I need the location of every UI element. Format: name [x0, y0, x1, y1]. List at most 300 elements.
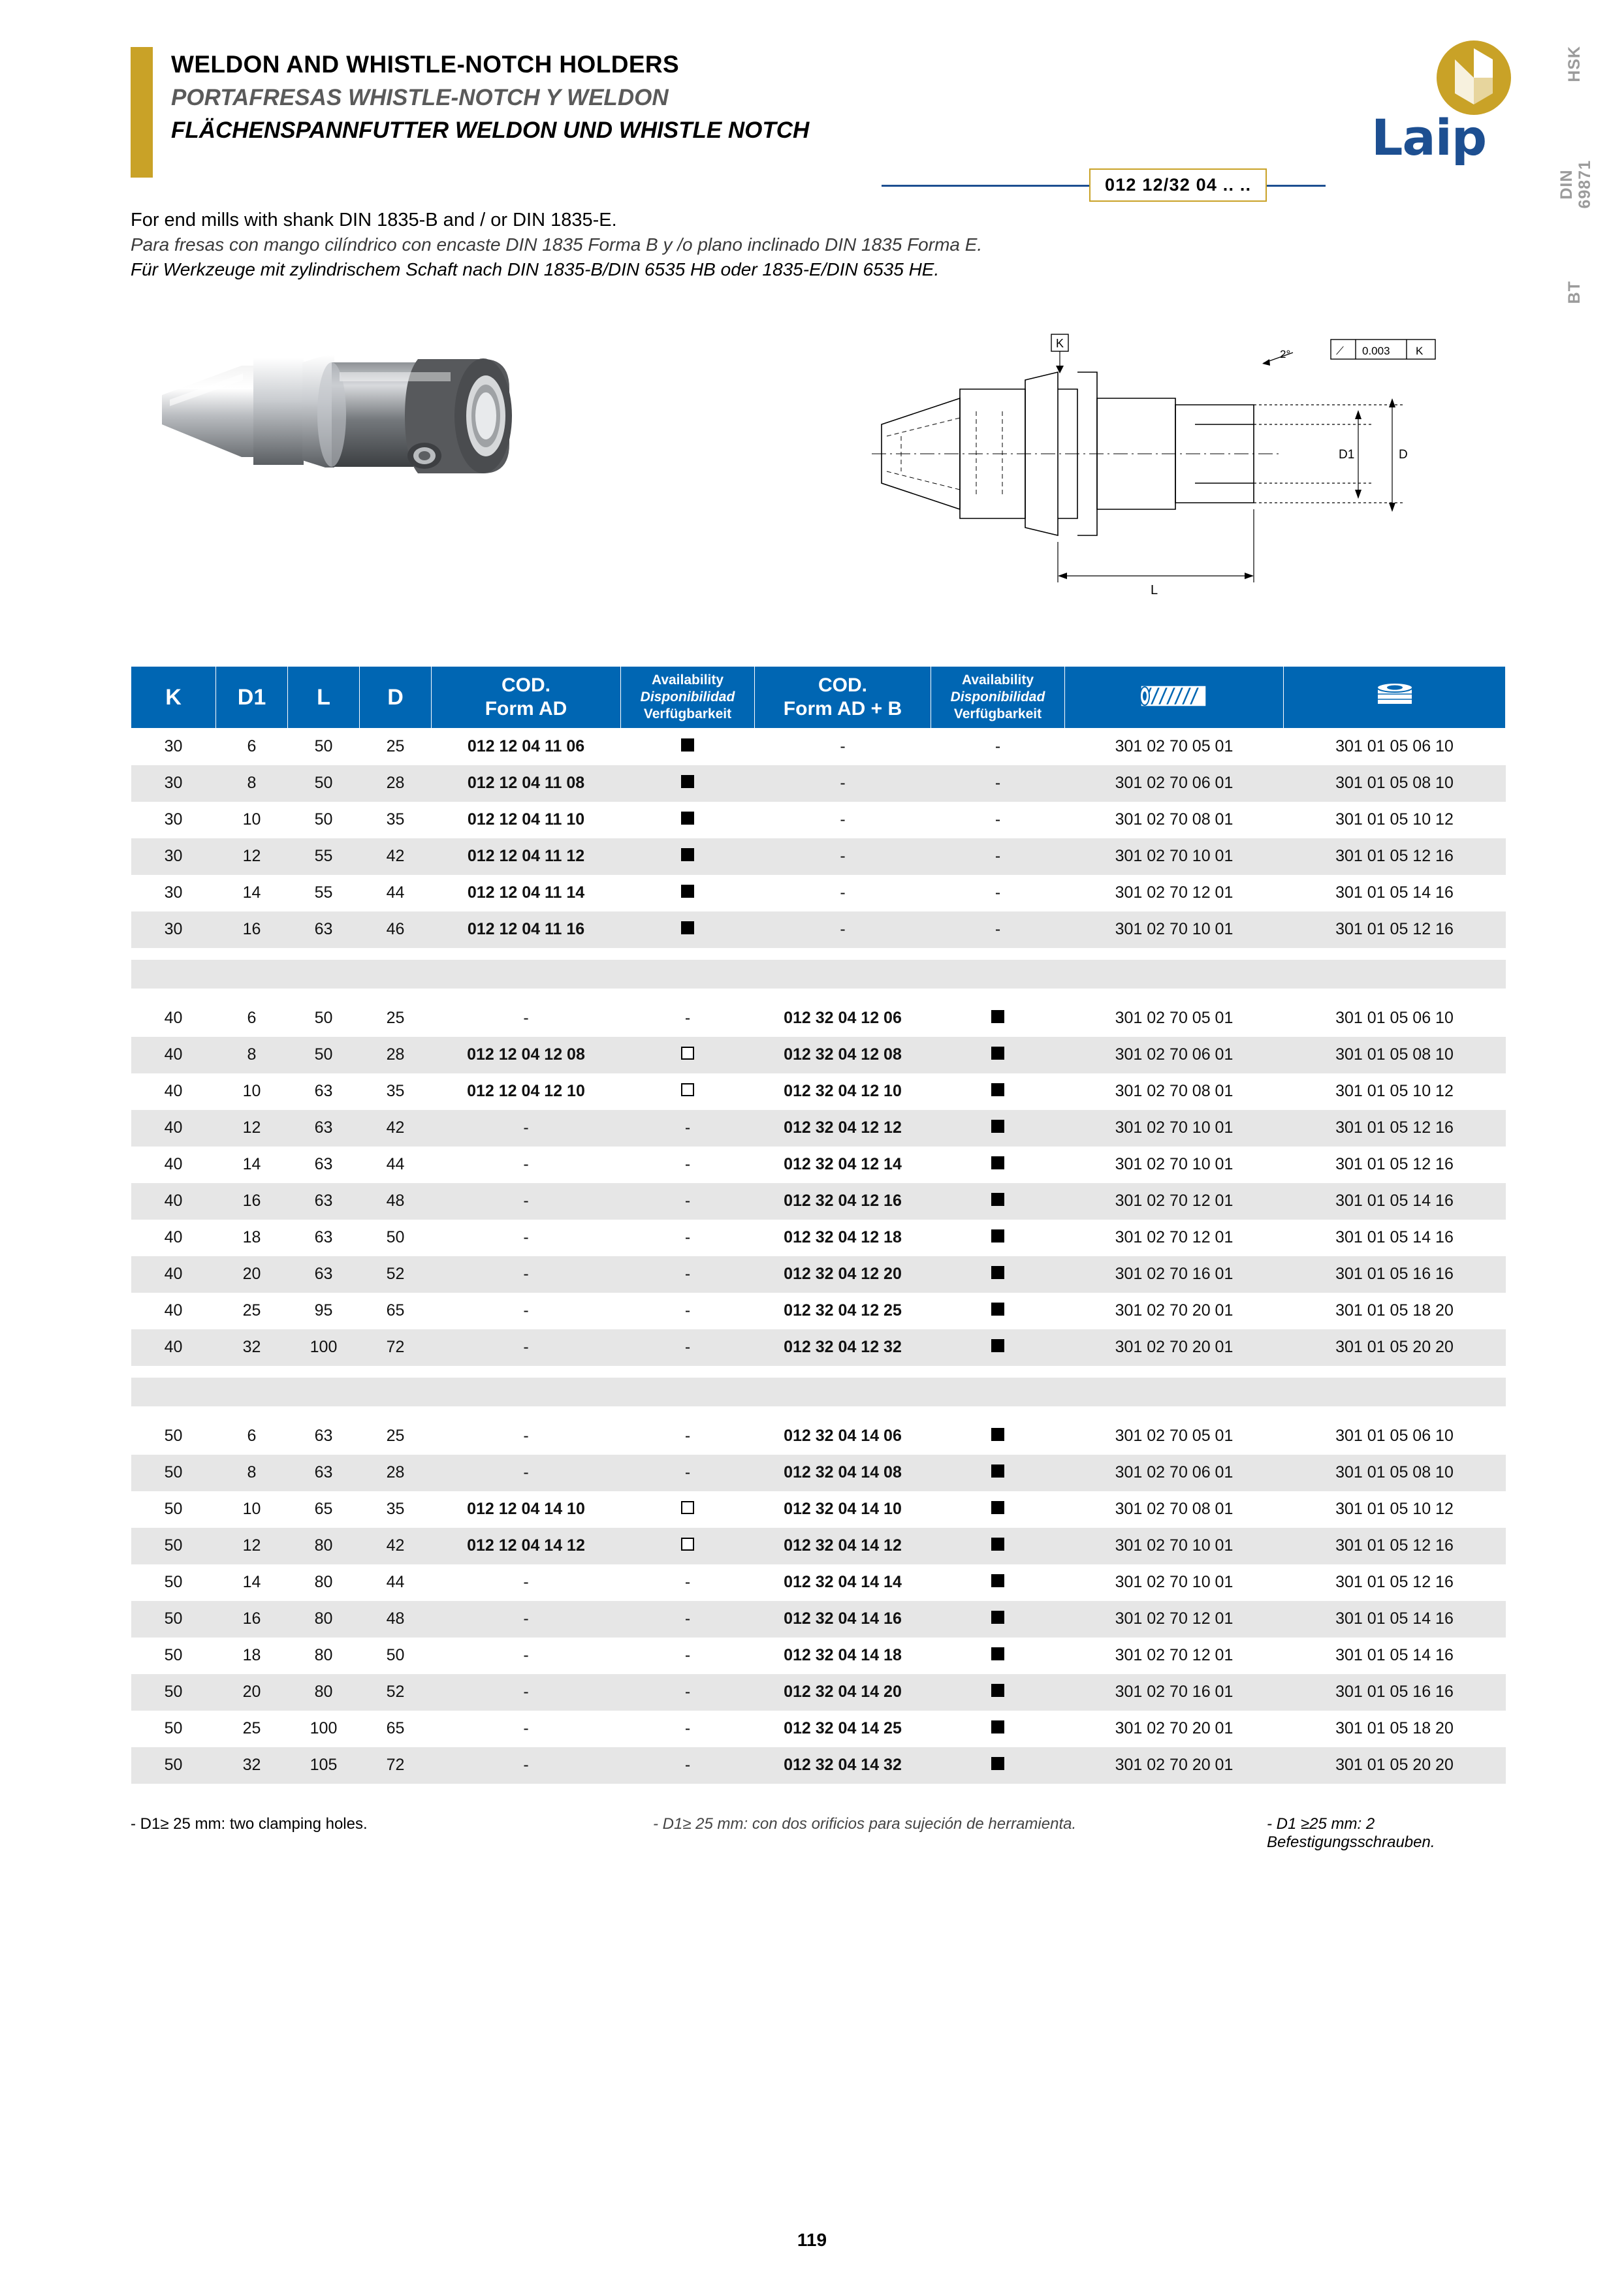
availability-marker-available	[681, 848, 694, 861]
cell-k: 30	[164, 737, 183, 756]
cell-set-screw-code: 301 02 70 20 01	[1065, 1329, 1284, 1366]
availability-marker-available	[991, 1538, 1004, 1551]
cell-l: 50	[314, 737, 333, 756]
intro-line-de: Für Werkzeuge mit zylindrischem Schaft nach DIN 1835-B/DIN 6535 HB oder 1835-E/DIN 6535 HE.	[131, 259, 940, 279]
cell-availability-adb	[931, 838, 1065, 875]
availability-es: Disponibilidad	[640, 689, 735, 704]
cell-cod-ad: 012 12 04 14 10	[467, 1500, 585, 1518]
col-header-k: K	[131, 667, 216, 729]
cell-k: 30	[131, 765, 216, 802]
availability-marker-none: -	[684, 1609, 691, 1628]
cell-collar-code: 301 01 05 14 16	[1335, 1228, 1454, 1246]
footnote-de: - D1 ≥25 mm: 2 Befestigungsschrauben.	[1267, 1815, 1435, 1851]
cod-adb-line1: COD.	[818, 674, 867, 696]
table-row	[131, 1000, 1506, 1037]
cell-set-screw-code: 301 02 70 10 01	[1115, 1155, 1234, 1173]
cell-cod-ad: -	[523, 1301, 529, 1320]
cell-k: 40	[164, 1155, 183, 1173]
cell-availability-adb	[931, 729, 1065, 765]
cell-l: 50	[288, 765, 360, 802]
availability-marker-available	[681, 812, 694, 825]
cell-set-screw-code: 301 02 70 05 01	[1115, 1009, 1234, 1027]
svg-text:K: K	[1416, 345, 1424, 357]
availability-marker-on-request	[681, 1538, 694, 1551]
cell-availability-adb	[931, 1455, 1065, 1491]
table-row	[131, 1110, 1506, 1147]
cell-availability-adb	[931, 1256, 1065, 1293]
cell-d: 44	[386, 1155, 405, 1173]
cell-cod-ad: 012 12 04 11 08	[432, 765, 621, 802]
availability-marker-available	[991, 1501, 1004, 1514]
table-row	[131, 1256, 1506, 1293]
cell-d: 28	[360, 1455, 432, 1491]
group-separator	[131, 1378, 1506, 1406]
cell-availability-ad	[621, 911, 755, 948]
cell-set-screw-code: 301 02 70 20 01	[1115, 1301, 1234, 1320]
cell-set-screw-code: 301 02 70 20 01	[1065, 1747, 1284, 1784]
cell-k: 50	[131, 1601, 216, 1638]
cell-availability-adb	[931, 765, 1065, 802]
cell-d1: 16	[216, 1601, 288, 1638]
spec-table-body	[131, 729, 1506, 1784]
cell-d: 28	[360, 1037, 432, 1073]
cell-d1: 18	[242, 1646, 261, 1664]
cell-cod-ad: 012 12 04 11 14	[467, 883, 585, 902]
cell-d: 52	[360, 1256, 432, 1293]
cell-d1: 10	[242, 1500, 261, 1518]
cell-k: 40	[131, 1329, 216, 1366]
cell-set-screw-code: 301 02 70 10 01	[1065, 1110, 1284, 1147]
cell-collar-code: 301 01 05 14 16	[1284, 1183, 1506, 1220]
availability-marker-none: -	[684, 1427, 691, 1445]
cell-collar-code: 301 01 05 14 16	[1335, 1646, 1454, 1664]
cell-l: 63	[314, 1228, 333, 1246]
cell-cod-ad: 012 12 04 12 08	[432, 1037, 621, 1073]
cell-l: 105	[288, 1747, 360, 1784]
availability-marker-available	[681, 775, 694, 788]
cell-availability-adb	[931, 875, 1065, 911]
cell-d: 28	[360, 765, 432, 802]
cell-cod-ad: 012 12 04 14 12	[432, 1528, 621, 1564]
cell-d: 25	[386, 737, 405, 756]
cell-k: 30	[164, 883, 183, 902]
collar-ring-icon	[1369, 703, 1420, 714]
cell-set-screw-code: 301 02 70 08 01	[1115, 1500, 1234, 1518]
cell-collar-code: 301 01 05 06 10	[1335, 1009, 1454, 1027]
cell-l: 63	[314, 1155, 333, 1173]
cell-d: 44	[386, 1573, 405, 1591]
cell-availability-ad	[621, 1220, 755, 1256]
cell-availability-ad	[621, 875, 755, 911]
cell-collar-code: 301 01 05 12 16	[1335, 1155, 1454, 1173]
cell-d1: 14	[242, 1573, 261, 1591]
availability-marker-none: -	[684, 1118, 691, 1137]
footnote-en: - D1≥ 25 mm: two clamping holes.	[131, 1815, 368, 1833]
cell-l: 55	[288, 838, 360, 875]
cell-d1: 32	[216, 1747, 288, 1784]
col-header-d1: D1	[216, 667, 288, 729]
side-tab-din: DIN 69871	[1557, 160, 1594, 209]
cell-availability-ad	[621, 802, 755, 838]
cell-l: 100	[288, 1329, 360, 1366]
availability-marker-none: -	[684, 1009, 691, 1027]
group-gap	[131, 989, 1506, 1000]
cell-cod-ad: -	[432, 1601, 621, 1638]
col-header-cod-ad	[432, 667, 621, 729]
side-tab-bt: BT	[1565, 281, 1584, 304]
availability-marker-available	[991, 1120, 1004, 1133]
cell-collar-code: 301 01 05 12 16	[1284, 1110, 1506, 1147]
cell-collar-code: 301 01 05 10 12	[1335, 810, 1454, 829]
cell-d1: 18	[242, 1228, 261, 1246]
cell-set-screw-code: 301 02 70 12 01	[1065, 1601, 1284, 1638]
cell-cod-ad: -	[432, 1747, 621, 1784]
cell-d: 72	[360, 1747, 432, 1784]
cell-availability-adb	[931, 1000, 1065, 1037]
cell-availability-ad	[621, 838, 755, 875]
table-row	[131, 1674, 1506, 1711]
footnote-es: - D1≥ 25 mm: con dos orificios para sujeción de herramienta.	[653, 1815, 1077, 1833]
logo-text: Laip	[1371, 108, 1487, 166]
cell-availability-ad	[621, 1564, 755, 1601]
cell-cod-ad: -	[432, 1183, 621, 1220]
cell-k: 50	[164, 1573, 183, 1591]
availability-marker-available	[991, 1229, 1004, 1242]
cell-availability-ad	[621, 1329, 755, 1366]
cell-collar-code: 301 01 05 18 20	[1335, 1719, 1454, 1737]
cell-cod-adb: 012 32 04 12 25	[784, 1301, 902, 1320]
cell-cod-ad: -	[523, 1155, 529, 1173]
col-header-availability-adb	[931, 667, 1065, 729]
cell-cod-ad: 012 12 04 11 12	[432, 838, 621, 875]
cell-set-screw-code: 301 02 70 20 01	[1115, 1719, 1234, 1737]
table-row	[131, 1418, 1506, 1455]
cell-k: 50	[131, 1455, 216, 1491]
table-row	[131, 1491, 1506, 1528]
table-row	[131, 1037, 1506, 1073]
cell-availability-ad	[621, 1037, 755, 1073]
table-row	[131, 1183, 1506, 1220]
availability-marker-none: -	[684, 1683, 691, 1701]
cell-d1: 16	[216, 1183, 288, 1220]
availability-en: Availability	[651, 673, 724, 688]
cell-k: 50	[164, 1719, 183, 1737]
cell-k: 30	[164, 810, 183, 829]
group-gap	[131, 948, 1506, 960]
availability-de: Verfügbarkeit	[643, 706, 732, 721]
availability-marker-available	[991, 1464, 1004, 1478]
cell-cod-adb: 012 32 04 14 25	[784, 1719, 902, 1737]
cell-d: 52	[360, 1674, 432, 1711]
availability-marker-none: -	[684, 1719, 691, 1737]
availability-marker-available	[991, 1339, 1004, 1352]
cell-k: 40	[131, 1256, 216, 1293]
cell-cod-adb: -	[840, 810, 846, 829]
cell-availability-ad	[621, 1528, 755, 1564]
cell-cod-adb: 012 32 04 12 10	[784, 1082, 902, 1100]
cell-collar-code: 301 01 05 12 16	[1284, 911, 1506, 948]
cell-l: 80	[314, 1646, 333, 1664]
cell-collar-code: 301 01 05 12 16	[1284, 838, 1506, 875]
cell-availability-ad	[621, 1418, 755, 1455]
cell-cod-adb: 012 32 04 12 32	[755, 1329, 931, 1366]
cell-k: 50	[131, 1528, 216, 1564]
cell-k: 50	[131, 1747, 216, 1784]
cell-l: 65	[314, 1500, 333, 1518]
cell-collar-code: 301 01 05 16 16	[1284, 1256, 1506, 1293]
cell-cod-ad: 012 12 04 11 16	[432, 911, 621, 948]
cell-collar-code: 301 01 05 06 10	[1335, 1427, 1454, 1445]
cell-collar-code: 301 01 05 12 16	[1335, 1573, 1454, 1591]
cell-set-screw-code: 301 02 70 06 01	[1065, 765, 1284, 802]
col-header-collar-ring	[1284, 667, 1506, 729]
col-header-cod-adb	[755, 667, 931, 729]
cell-cod-adb: 012 32 04 12 12	[755, 1110, 931, 1147]
cell-l: 55	[314, 883, 333, 902]
cell-collar-code: 301 01 05 20 20	[1284, 1747, 1506, 1784]
cell-availability-adb	[931, 1418, 1065, 1455]
cell-availability-adb	[931, 1220, 1065, 1256]
cod-ad-line2: Form AD	[485, 698, 567, 720]
availability-de-2: Verfügbarkeit	[953, 706, 1042, 721]
cell-d1: 10	[242, 1082, 261, 1100]
cell-cod-adb: 012 32 04 12 06	[784, 1009, 902, 1027]
cell-d1: 20	[216, 1674, 288, 1711]
product-code-badge: 012 12/32 04 .. ..	[1089, 168, 1267, 202]
cell-d: 25	[386, 1009, 405, 1027]
cell-d1: 20	[216, 1256, 288, 1293]
availability-en-2: Availability	[961, 673, 1034, 688]
cell-availability-ad	[621, 1455, 755, 1491]
table-row	[131, 911, 1506, 948]
cell-l: 80	[288, 1601, 360, 1638]
availability-marker-available	[991, 1010, 1004, 1023]
intro-text	[131, 208, 982, 282]
page-title-en: WELDON AND WHISTLE-NOTCH HOLDERS	[171, 51, 680, 78]
cell-collar-code: 301 01 05 08 10	[1284, 765, 1506, 802]
col-header-set-screw	[1065, 667, 1284, 729]
table-row	[131, 1528, 1506, 1564]
group-gap	[131, 1406, 1506, 1418]
cell-d1: 6	[247, 1427, 257, 1445]
cell-set-screw-code: 301 02 70 06 01	[1065, 1037, 1284, 1073]
table-row	[131, 1147, 1506, 1183]
cell-set-screw-code: 301 02 70 12 01	[1065, 1183, 1284, 1220]
cell-collar-code: 301 01 05 16 16	[1284, 1674, 1506, 1711]
cell-d1: 25	[242, 1301, 261, 1320]
cell-collar-code: 301 01 05 18 20	[1335, 1301, 1454, 1320]
cell-availability-adb	[931, 1073, 1065, 1110]
cell-availability-ad	[621, 1293, 755, 1329]
cell-availability-adb	[931, 1147, 1065, 1183]
group-separator	[131, 960, 1506, 989]
availability-marker-none: -	[684, 1192, 691, 1210]
cell-availability-ad	[621, 1183, 755, 1220]
col-header-d: D	[360, 667, 432, 729]
cell-collar-code: 301 01 05 08 10	[1284, 1455, 1506, 1491]
col-header-l: L	[288, 667, 360, 729]
cell-set-screw-code: 301 02 70 06 01	[1065, 1455, 1284, 1491]
cell-collar-code: 301 01 05 10 12	[1335, 1082, 1454, 1100]
cell-set-screw-code: 301 02 70 08 01	[1115, 810, 1234, 829]
cell-d: 50	[386, 1646, 405, 1664]
availability-marker-none: -	[684, 1228, 691, 1246]
cell-availability-adb	[931, 1183, 1065, 1220]
cell-l: 95	[314, 1301, 333, 1320]
cell-set-screw-code: 301 02 70 05 01	[1115, 737, 1234, 756]
intro-line-es: Para fresas con mango cilíndrico con encaste DIN 1835 Forma B y /o plano inclinado DIN 1835 Forma E.	[131, 234, 983, 255]
availability-marker-available	[681, 921, 694, 934]
cell-l: 63	[314, 1082, 333, 1100]
availability-marker-none: -	[995, 774, 1001, 792]
cell-d: 48	[360, 1183, 432, 1220]
cell-cod-adb: 012 32 04 12 14	[784, 1155, 902, 1173]
cell-cod-adb: 012 32 04 14 10	[784, 1500, 902, 1518]
cell-d: 72	[360, 1329, 432, 1366]
cell-d: 44	[386, 883, 405, 902]
cell-availability-adb	[931, 911, 1065, 948]
cell-d1: 8	[216, 1455, 288, 1491]
availability-marker-none: -	[684, 1573, 691, 1591]
table-row	[131, 1711, 1506, 1747]
availability-marker-none: -	[995, 847, 1001, 865]
cell-availability-ad	[621, 1601, 755, 1638]
cell-collar-code: 301 01 05 10 12	[1335, 1500, 1454, 1518]
cell-d: 65	[386, 1301, 405, 1320]
cell-k: 40	[164, 1301, 183, 1320]
availability-marker-none: -	[995, 810, 1001, 829]
cell-availability-adb	[931, 1037, 1065, 1073]
availability-marker-none: -	[995, 920, 1001, 938]
cell-d: 35	[386, 1500, 405, 1518]
cell-l: 80	[288, 1674, 360, 1711]
cell-d1: 16	[216, 911, 288, 948]
cell-l: 80	[314, 1573, 333, 1591]
availability-marker-available	[991, 1757, 1004, 1770]
cell-cod-ad: -	[523, 1228, 529, 1246]
cell-cod-ad: -	[432, 1110, 621, 1147]
cell-cod-adb: 012 32 04 14 16	[755, 1601, 931, 1638]
availability-marker-none: -	[684, 1265, 691, 1283]
svg-text:0.003: 0.003	[1362, 345, 1390, 357]
brand-logo	[1371, 39, 1541, 170]
cell-cod-adb: -	[755, 765, 931, 802]
cell-availability-adb	[931, 1528, 1065, 1564]
cell-availability-adb	[931, 1711, 1065, 1747]
page-number: 119	[797, 2230, 827, 2250]
svg-text:L: L	[1151, 583, 1158, 597]
cell-d1: 32	[216, 1329, 288, 1366]
cell-k: 40	[131, 1110, 216, 1147]
cell-availability-adb	[931, 1293, 1065, 1329]
cell-cod-adb: -	[840, 737, 846, 756]
availability-marker-none: -	[995, 883, 1001, 902]
table-row	[131, 1747, 1506, 1784]
cell-collar-code: 301 01 05 14 16	[1335, 883, 1454, 902]
cell-l: 50	[314, 810, 333, 829]
cell-availability-ad	[621, 1747, 755, 1784]
cell-availability-ad	[621, 1256, 755, 1293]
availability-marker-on-request	[681, 1047, 694, 1060]
cell-cod-ad: -	[432, 1329, 621, 1366]
cell-k: 40	[164, 1082, 183, 1100]
cell-set-screw-code: 301 02 70 05 01	[1115, 1427, 1234, 1445]
cell-l: 63	[288, 1110, 360, 1147]
availability-marker-available	[991, 1303, 1004, 1316]
cell-d1: 14	[242, 883, 261, 902]
cell-set-screw-code: 301 02 70 08 01	[1115, 1082, 1234, 1100]
availability-marker-available	[991, 1574, 1004, 1587]
cell-set-screw-code: 301 02 70 12 01	[1115, 1646, 1234, 1664]
availability-marker-available	[991, 1647, 1004, 1660]
cell-d: 50	[386, 1228, 405, 1246]
availability-marker-none: -	[684, 1646, 691, 1664]
spec-table	[131, 666, 1506, 1784]
cell-availability-ad	[621, 1073, 755, 1110]
cell-collar-code: 301 01 05 06 10	[1335, 737, 1454, 756]
cell-availability-ad	[621, 1147, 755, 1183]
cell-d1: 6	[247, 1009, 257, 1027]
cell-availability-ad	[621, 1110, 755, 1147]
table-row	[131, 1564, 1506, 1601]
cell-set-screw-code: 301 02 70 10 01	[1065, 1528, 1284, 1564]
cod-adb-line2: Form AD + B	[783, 698, 902, 720]
availability-marker-none: -	[684, 1338, 691, 1356]
cell-k: 50	[131, 1674, 216, 1711]
cell-collar-code: 301 01 05 14 16	[1284, 1601, 1506, 1638]
cell-availability-ad	[621, 1711, 755, 1747]
availability-marker-available	[681, 885, 694, 898]
svg-text:D: D	[1399, 448, 1408, 462]
table-row	[131, 1638, 1506, 1674]
cell-availability-ad	[621, 1491, 755, 1528]
svg-text:⟋: ⟋	[1336, 345, 1344, 357]
cell-availability-adb	[931, 1638, 1065, 1674]
cell-d: 42	[360, 1528, 432, 1564]
availability-marker-available	[681, 738, 694, 752]
spec-table-wrapper	[131, 666, 1505, 1784]
cell-l: 63	[288, 1256, 360, 1293]
availability-marker-available	[991, 1266, 1004, 1279]
cell-cod-ad: -	[523, 1573, 529, 1591]
availability-marker-none: -	[684, 1463, 691, 1481]
accent-bar	[131, 47, 153, 178]
cell-d: 35	[386, 810, 405, 829]
cell-d: 35	[386, 1082, 405, 1100]
cell-cod-adb: -	[755, 838, 931, 875]
cell-set-screw-code: 301 02 70 12 01	[1115, 1228, 1234, 1246]
intro-line-en: For end mills with shank DIN 1835-B and / or DIN 1835-E.	[131, 210, 617, 230]
cell-availability-adb	[931, 1491, 1065, 1528]
availability-marker-available	[991, 1193, 1004, 1206]
cell-collar-code: 301 01 05 08 10	[1284, 1037, 1506, 1073]
cell-cod-adb: 012 32 04 12 20	[755, 1256, 931, 1293]
cell-cod-adb: 012 32 04 12 18	[784, 1228, 902, 1246]
cell-availability-adb	[931, 802, 1065, 838]
cell-availability-adb	[931, 1110, 1065, 1147]
logo-mark-icon	[1435, 39, 1512, 116]
cell-cod-ad: 012 12 04 11 10	[467, 810, 585, 829]
cell-k: 50	[164, 1646, 183, 1664]
cell-cod-adb: 012 32 04 14 20	[755, 1674, 931, 1711]
table-row	[131, 1073, 1506, 1110]
cell-availability-ad	[621, 1674, 755, 1711]
cell-l: 50	[314, 1009, 333, 1027]
table-row	[131, 1455, 1506, 1491]
availability-marker-none: -	[684, 1756, 691, 1774]
cell-k: 40	[164, 1009, 183, 1027]
cell-k: 40	[131, 1183, 216, 1220]
